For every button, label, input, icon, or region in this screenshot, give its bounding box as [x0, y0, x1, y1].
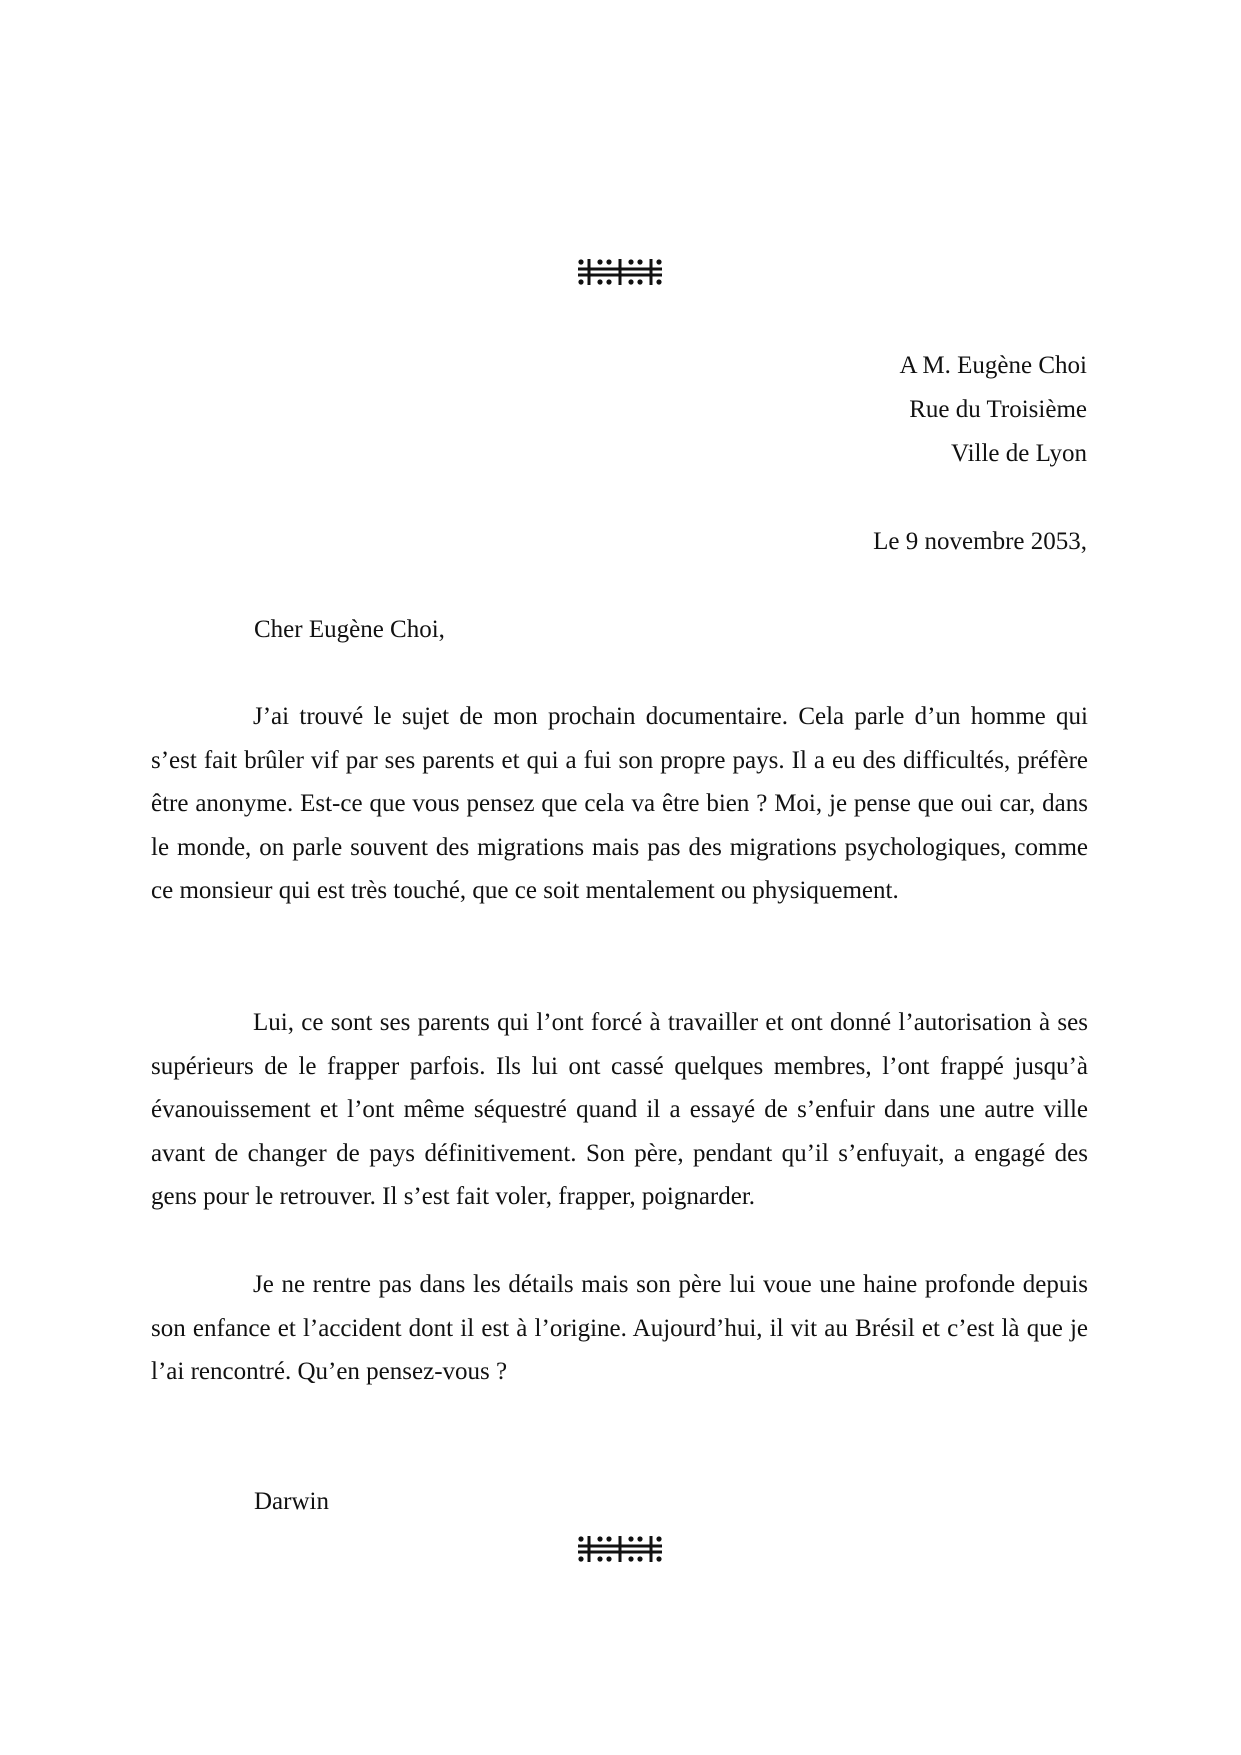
recipient-address	[900, 344, 1088, 476]
letter-date: Le 9 novembre 2053,	[873, 528, 1087, 555]
recipient-city: Ville de Lyon	[951, 440, 1087, 467]
ornament-divider-icon	[578, 1535, 662, 1563]
letter-greeting: Cher Eugène Choi,	[254, 616, 445, 643]
recipient-name: A M. Eugène Choi	[899, 352, 1087, 379]
body-paragraph-3: Je ne rentre pas dans les détails mais son père lui voue une haine profonde depuis son enfance et l’accident dont il est à l’origine. Aujourd’hui, il vit au Brésil et c’est là que je l’ai rencontré. Qu’en pensez-vous ?	[151, 1271, 1088, 1385]
letter-signature: Darwin	[254, 1488, 329, 1515]
ornament-divider-icon	[578, 258, 662, 286]
body-paragraph-2: Lui, ce sont ses parents qui l’ont forcé à travailler et ont donné l’autorisation à ses supérieurs de le frapper parfois. Ils lui ont cassé quelques membres, l’ont frappé jusqu’à évanouissement et l’ont même séquestré quand il a essayé de s’enfuir dans une autre ville avant de changer de pays définitivement. Son père, pendant qu’il s’enfuyait, a engagé des gens pour le retrouver. Il s’est fait voler, frapper, poignarder.	[151, 1009, 1088, 1210]
body-paragraph-1: J’ai trouvé le sujet de mon prochain documentaire. Cela parle d’un homme qui s’est fait brûler vif par ses parents et qui a fui son propre pays. Il a eu des difficultés, préfère être anonyme. Est-ce que vous pensez que cela va être bien ? Moi, je pense que oui car, dans le monde, on parle souvent des migrations mais pas des migrations psychologiques, comme ce monsieur qui est très touché, que ce soit mentalement ou physiquement.	[151, 703, 1088, 904]
recipient-street: Rue du Troisième	[909, 396, 1087, 423]
